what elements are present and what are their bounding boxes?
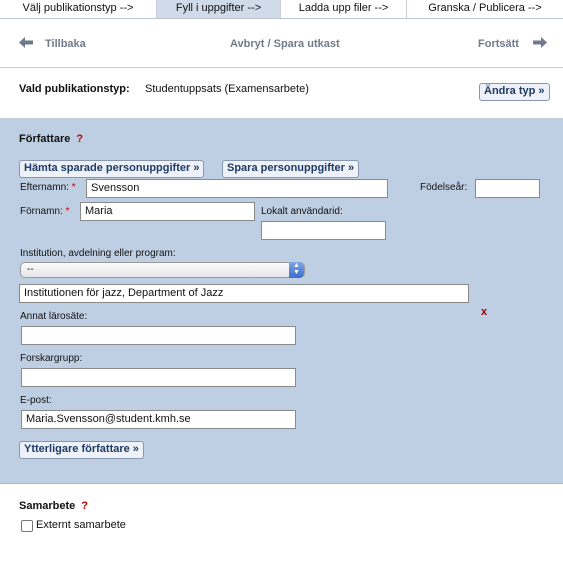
authors-title-text: Författare xyxy=(19,133,71,145)
more-authors-button[interactable]: Ytterligare författare » xyxy=(19,441,144,459)
firstname-input[interactable]: Maria xyxy=(80,202,255,221)
change-type-button[interactable]: Ändra typ » xyxy=(479,83,550,101)
back-link[interactable]: Tillbaka xyxy=(45,38,86,50)
authors-help-icon[interactable]: ? xyxy=(76,133,84,145)
arrow-right-icon[interactable] xyxy=(533,37,547,48)
institution-input[interactable]: Institutionen för jazz, Department of Jazz xyxy=(19,284,469,303)
external-cooperation-checkbox[interactable] xyxy=(21,520,33,532)
firstname-label-text: Förnamn: xyxy=(20,206,63,217)
email-label: E-post: xyxy=(20,395,52,406)
next-link[interactable]: Fortsätt xyxy=(478,38,519,50)
external-cooperation-label: Externt samarbete xyxy=(36,519,126,531)
required-mark: * xyxy=(65,206,70,217)
lastname-label-text: Efternamn: xyxy=(20,182,69,193)
cooperation-title xyxy=(19,500,88,512)
research-group-label: Forskargrupp: xyxy=(20,353,83,364)
arrow-left-icon[interactable] xyxy=(19,37,33,48)
step-review-publish[interactable]: Granska / Publicera --> xyxy=(428,2,542,14)
institution-label: Institution, avdelning eller program: xyxy=(20,248,176,259)
step-fill-details[interactable]: Fyll i uppgifter --> xyxy=(157,0,281,18)
birthyear-label: Födelseår: xyxy=(420,182,468,193)
authors-title xyxy=(19,133,83,145)
required-mark: * xyxy=(71,182,76,193)
lastname-label xyxy=(20,182,76,193)
cancel-save-draft-link[interactable]: Avbryt / Spara utkast xyxy=(230,38,340,50)
cooperation-help-icon[interactable]: ? xyxy=(81,500,88,512)
cooperation-section xyxy=(0,484,563,564)
selected-type-value: Studentuppsats (Examensarbete) xyxy=(145,83,309,95)
cooperation-title-text: Samarbete xyxy=(19,500,76,512)
email-input[interactable]: Maria.Svensson@student.kmh.se xyxy=(21,410,296,429)
other-university-label: Annat lärosäte: xyxy=(20,311,88,322)
step-tabs xyxy=(0,0,563,19)
navigation-bar xyxy=(0,19,563,68)
authors-panel xyxy=(0,119,563,484)
step-upload-files[interactable]: Ladda upp filer --> xyxy=(281,0,407,18)
institution-select-value: -- xyxy=(27,264,34,275)
other-university-input[interactable] xyxy=(21,326,296,345)
local-userid-label: Lokalt användarid: xyxy=(261,206,343,217)
birthyear-input[interactable] xyxy=(475,179,540,198)
research-group-input[interactable] xyxy=(21,368,296,387)
lastname-input[interactable]: Svensson xyxy=(86,179,388,198)
select-arrows-icon: ▲ ▼ xyxy=(289,262,304,278)
institution-select[interactable] xyxy=(20,262,305,278)
selected-type-label: Vald publikationstyp: xyxy=(19,83,130,95)
remove-author-icon[interactable]: x xyxy=(481,306,488,318)
firstname-label xyxy=(20,206,69,217)
local-userid-input[interactable] xyxy=(261,221,386,240)
selected-type-section xyxy=(0,68,563,119)
save-person-button[interactable]: Spara personuppgifter » xyxy=(222,160,359,178)
step-choose-type[interactable]: Välj publikationstyp --> xyxy=(0,0,157,18)
fetch-saved-person-button[interactable]: Hämta sparade personuppgifter » xyxy=(19,160,204,178)
